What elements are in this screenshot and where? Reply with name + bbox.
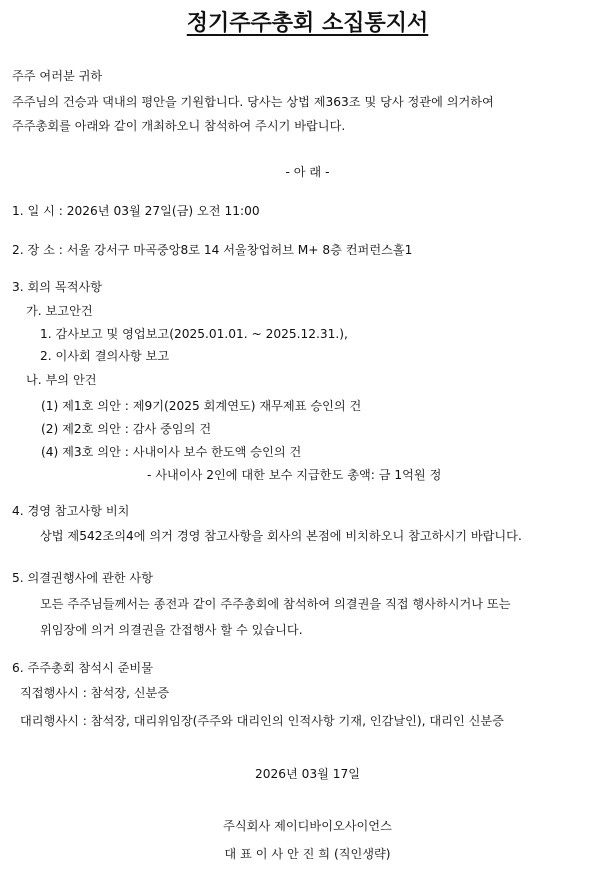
agenda-heading: 3. 회의 목적사항 — [12, 280, 103, 294]
resolution-item-3: (4) 제3호 의안 : 사내이사 보수 한도액 승인의 건 — [41, 445, 302, 459]
report-item-2: 2. 이사회 결의사항 보고 — [40, 349, 170, 363]
reference-text: 상법 제542조의4에 의거 경영 참고사항을 회사의 본점에 비치하오니 참고하시기 바랍니다. — [40, 529, 522, 543]
meeting-place: 2. 장 소 : 서울 강서구 마곡중앙8로 14 서울창업허브 M+ 8층 컨퍼런스홀1 — [12, 243, 413, 257]
reference-heading: 4. 경영 참고사항 비치 — [12, 504, 130, 518]
report-item-1: 1. 감사보고 및 영업보고(2025.01.01. ~ 2025.12.31.), — [40, 327, 348, 341]
voting-line-1: 모든 주주님들께서는 종전과 같이 주주총회에 참석하여 의결권을 직접 행사하시거나 또는 — [40, 597, 511, 611]
prep-direct: 직접행사시 : 참석장, 신분증 — [20, 686, 170, 700]
resolution-agenda-heading: 나. 부의 안건 — [26, 373, 97, 387]
prep-heading: 6. 주주총회 참석시 준비물 — [12, 661, 153, 675]
voting-heading: 5. 의결권행사에 관한 사항 — [12, 571, 153, 585]
ceo-signature: 대 표 이 사 안 진 희 (직인생략) — [224, 847, 391, 861]
report-agenda-heading: 가. 보고안건 — [26, 304, 93, 318]
resolution-item-2: (2) 제2호 의안 : 감사 중임의 건 — [41, 422, 212, 436]
intro-line-2: 주주총회를 아래와 같이 개최하오니 참석하여 주시기 바랍니다. — [12, 119, 346, 133]
notice-date: 2026년 03월 17일 — [254, 767, 361, 781]
prep-proxy: 대리행사시 : 참석장, 대리위임장(주주와 대리인의 인적사항 기재, 인감날인), 대리인 신분증 — [20, 714, 504, 728]
meeting-date: 1. 일 시 : 2026년 03월 27일(금) 오전 11:00 — [12, 204, 260, 218]
document-title: 정기주주총회 소집통지서 — [186, 11, 429, 36]
resolution-item-1: (1) 제1호 의안 : 제9기(2025 회계연도) 재무제표 승인의 건 — [41, 399, 362, 413]
resolution-note: - 사내이사 2인에 대한 보수 지급한도 총액: 금 1억원 정 — [147, 468, 442, 482]
company-name: 주식회사 제이디바이오사이언스 — [223, 819, 392, 833]
salutation: 주주 여러분 귀하 — [12, 69, 103, 83]
intro-line-1: 주주님의 건승과 댁내의 평안을 기원합니다. 당사는 상법 제363조 및 당사 정관에 의거하여 — [12, 95, 494, 109]
below-marker: - 아 래 - — [285, 165, 330, 179]
voting-line-2: 위임장에 의거 의결권을 간접행사 할 수 있습니다. — [40, 623, 303, 637]
